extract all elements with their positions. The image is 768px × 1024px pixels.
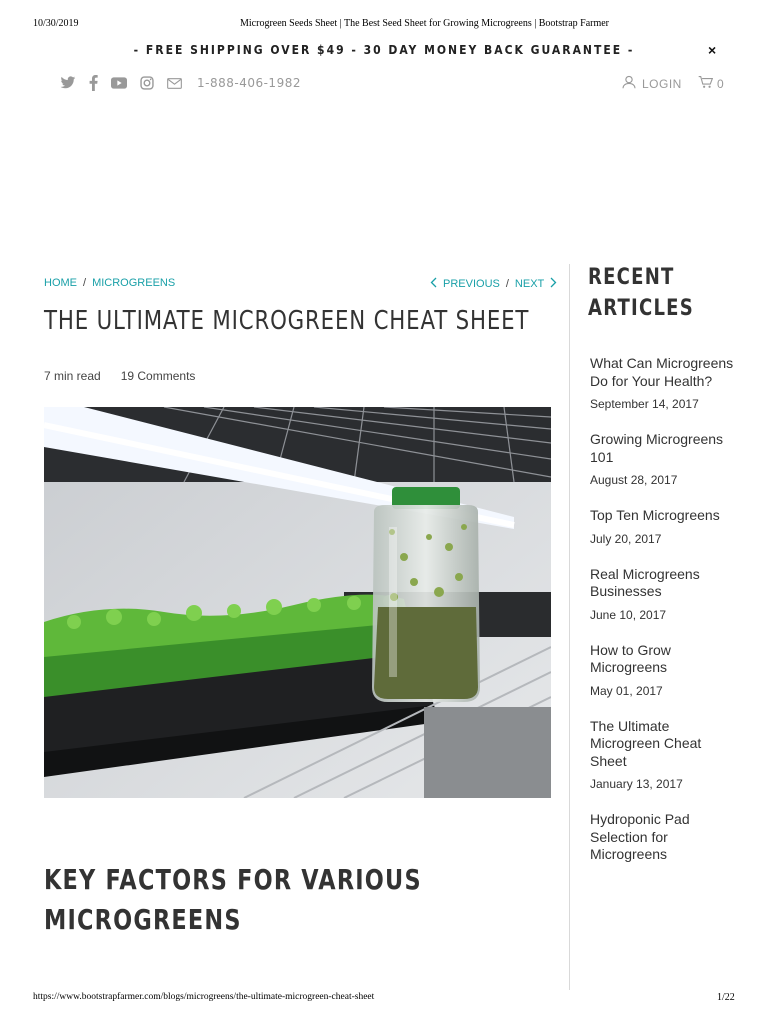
recent-articles-list [590, 355, 740, 884]
cart-icon [698, 75, 713, 92]
recent-article-link[interactable]: Growing Microgreens 101 [590, 431, 724, 465]
cart-link[interactable] [698, 75, 724, 92]
instagram-icon[interactable] [140, 76, 154, 90]
breadcrumb [44, 277, 175, 289]
previous-link[interactable]: PREVIOUS [443, 278, 500, 290]
comments-link[interactable]: 19 Comments [120, 369, 196, 383]
print-date: 10/30/2019 [33, 18, 79, 29]
sidebar-divider [569, 264, 570, 990]
breadcrumb-category[interactable]: MICROGREENS [92, 277, 176, 289]
twitter-icon[interactable] [60, 76, 76, 90]
article-meta [44, 369, 195, 383]
youtube-icon[interactable] [111, 77, 127, 89]
recent-article-link[interactable]: What Can Microgreens Do for Your Health? [590, 355, 734, 389]
list-item [590, 431, 740, 487]
article-hero-image [44, 407, 551, 798]
facebook-icon[interactable] [89, 75, 98, 91]
promo-close-button[interactable]: × [708, 42, 717, 58]
recent-article-link[interactable]: Real Microgreens Businesses [590, 565, 700, 599]
mail-icon[interactable] [167, 78, 182, 89]
print-page-title: Microgreen Seeds Sheet | The Best Seed Sheet for Growing Microgreens | Bootstrap Farmer [240, 18, 610, 29]
recent-article-link[interactable]: The Ultimate Microgreen Cheat Sheet [590, 717, 702, 769]
cart-count: 0 [717, 76, 724, 91]
recent-article-date: May 01, 2017 [590, 683, 663, 698]
recent-articles-heading: RECENT ARTICLES [588, 265, 694, 321]
print-page-number: 1/22 [717, 992, 735, 1003]
list-item [590, 355, 740, 411]
breadcrumb-home[interactable]: HOME [44, 277, 77, 289]
read-time: 7 min read [44, 369, 101, 383]
article-title: THE ULTIMATE MICROGREEN CHEAT SHEET [44, 306, 530, 336]
recent-article-date: June 10, 2017 [590, 607, 667, 622]
list-item [590, 566, 740, 622]
social-links [60, 73, 301, 93]
user-icon [622, 75, 636, 92]
next-link[interactable]: NEXT [514, 278, 545, 290]
recent-article-date: January 13, 2017 [590, 777, 683, 791]
login-link[interactable] [622, 75, 682, 92]
recent-article-date: September 14, 2017 [590, 397, 699, 411]
print-url: https://www.bootstrapfarmer.com/blogs/microgreens/the-ultimate-microgreen-cheat-sheet [33, 992, 375, 1002]
section-heading: KEY FACTORS FOR VARIOUS MICROGREENS [44, 863, 422, 936]
recent-article-link[interactable]: Top Ten Microgreens [590, 507, 720, 523]
chevron-right-icon [550, 277, 557, 291]
article-pager [430, 277, 557, 291]
pager-separator: / [505, 278, 509, 290]
breadcrumb-separator: / [83, 277, 87, 289]
list-item [590, 642, 740, 698]
recent-article-link[interactable]: How to Grow Microgreens [590, 641, 671, 675]
promo-banner: - FREE SHIPPING OVER $49 - 30 DAY MONEY BACK GUARANTEE - [133, 43, 635, 57]
login-label: LOGIN [642, 76, 682, 91]
recent-article-date: August 28, 2017 [590, 473, 678, 487]
list-item [590, 718, 740, 792]
list-item [590, 507, 740, 546]
recent-article-date: July 20, 2017 [590, 531, 662, 546]
list-item [590, 811, 740, 864]
chevron-left-icon [430, 277, 437, 291]
recent-article-link[interactable]: Hydroponic Pad Selection for Microgreens [590, 811, 690, 862]
phone-number[interactable]: 1-888-406-1982 [197, 76, 301, 90]
